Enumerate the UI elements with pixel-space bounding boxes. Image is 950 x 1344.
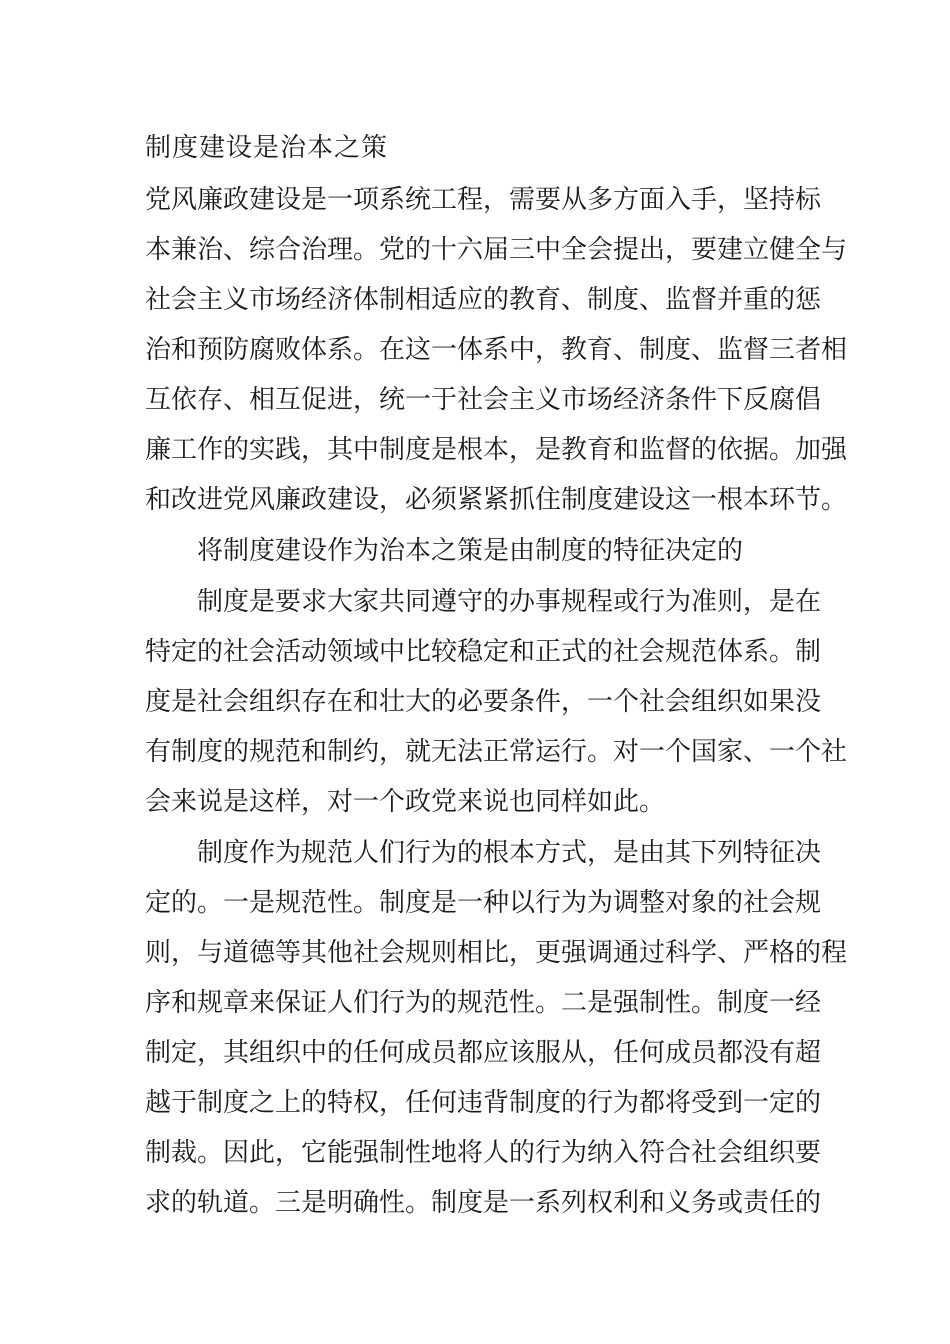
paragraph-line: 求的轨道。三是明确性。制度是一系列权利和义务或责任的	[145, 1188, 822, 1218]
paragraph-line: 治和预防腐败体系。在这一体系中，教育、制度、监督三者相	[145, 335, 848, 365]
paragraph-line: 社会主义市场经济体制相适应的教育、制度、监督并重的惩	[145, 285, 822, 315]
paragraph-line: 制度作为规范人们行为的根本方式，是由其下列特征决	[197, 838, 822, 868]
paragraph-line: 制度是要求大家共同遵守的办事规程或行为准则，是在	[197, 587, 822, 617]
paragraph-line: 则，与道德等其他社会规则相比，更强调通过科学、严格的程	[145, 938, 848, 968]
paragraph-line: 党风廉政建设是一项系统工程，需要从多方面入手，坚持标	[145, 185, 822, 215]
section-heading: 将制度建设作为治本之策是由制度的特征决定的	[197, 536, 744, 566]
paragraph-line: 制裁。因此，它能强制性地将人的行为纳入符合社会组织要	[145, 1138, 822, 1168]
paragraph-line: 越于制度之上的特权，任何违背制度的行为都将受到一定的	[145, 1088, 822, 1118]
document-title: 制度建设是治本之策	[145, 133, 389, 163]
paragraph-line: 本兼治、综合治理。党的十六届三中全会提出，要建立健全与	[145, 235, 848, 265]
paragraph-line: 有制度的规范和制约，就无法正常运行。对一个国家、一个社	[145, 737, 848, 767]
paragraph-line: 会来说是这样，对一个政党来说也同样如此。	[145, 787, 666, 817]
paragraph-line: 序和规章来保证人们行为的规范性。二是强制性。制度一经	[145, 988, 822, 1018]
paragraph-line: 特定的社会活动领域中比较稳定和正式的社会规范体系。制	[145, 637, 822, 667]
paragraph-line: 度是社会组织存在和壮大的必要条件，一个社会组织如果没	[145, 687, 822, 717]
paragraph-line: 定的。一是规范性。制度是一种以行为为调整对象的社会规	[145, 888, 822, 918]
paragraph-line: 制定，其组织中的任何成员都应该服从，任何成员都没有超	[145, 1038, 822, 1068]
paragraph-line: 互依存、相互促进，统一于社会主义市场经济条件下反腐倡	[145, 385, 822, 415]
paragraph-line: 廉工作的实践，其中制度是根本，是教育和监督的依据。加强	[145, 435, 848, 465]
paragraph-line: 和改进党风廉政建设，必须紧紧抓住制度建设这一根本环节。	[145, 485, 848, 515]
